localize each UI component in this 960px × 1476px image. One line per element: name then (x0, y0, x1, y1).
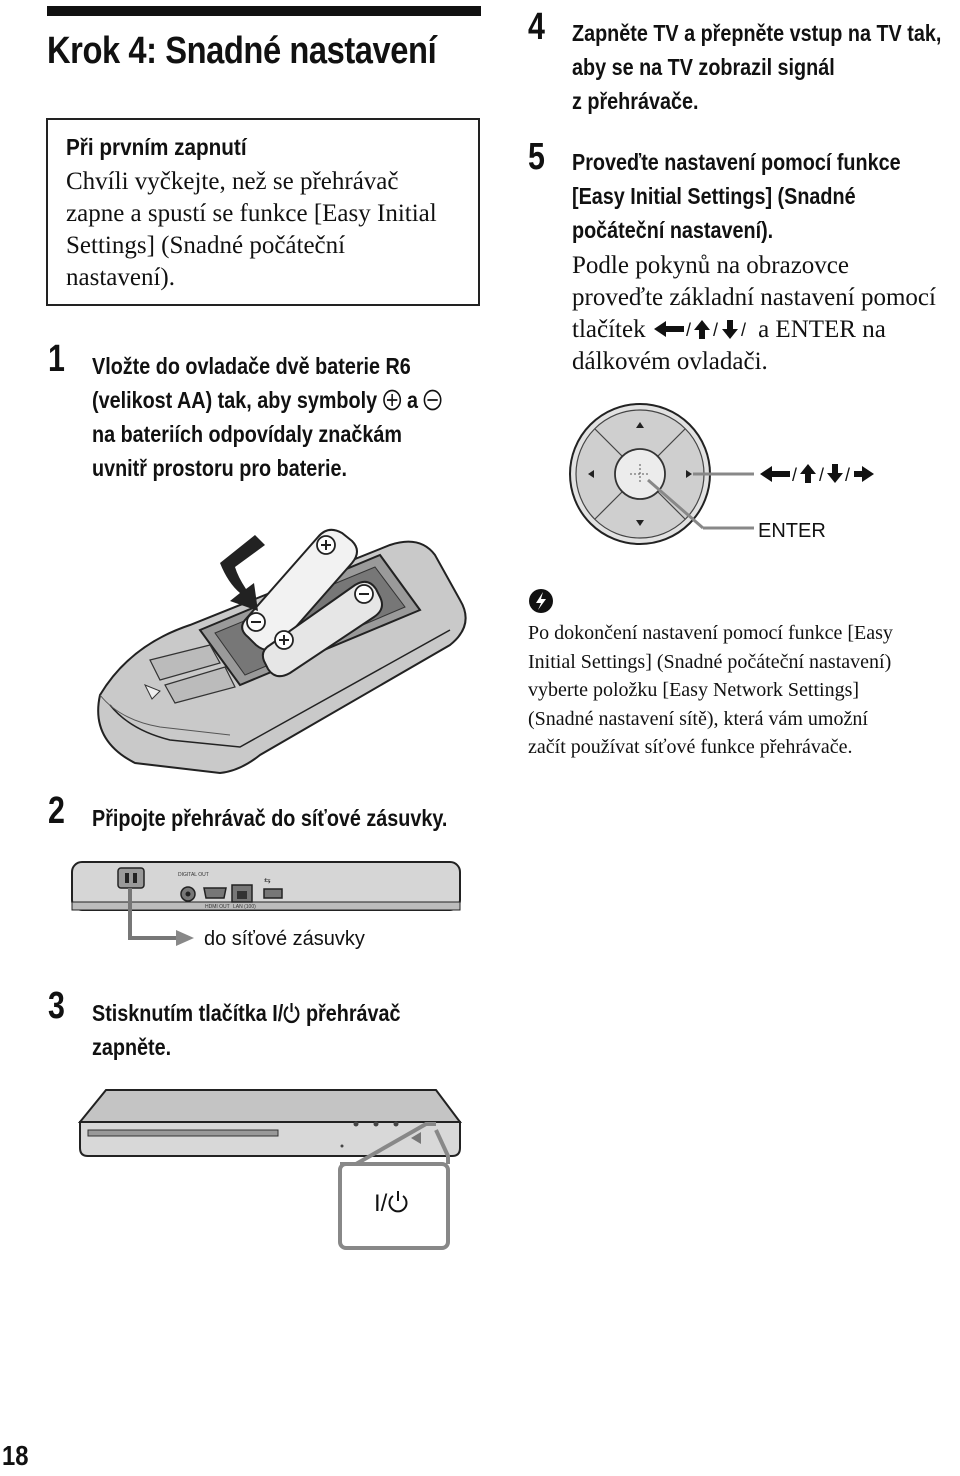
hint-line: Po dokončení nastavení pomocí funkce [Easy (528, 622, 893, 644)
step-5-number: 5 (528, 136, 545, 178)
svg-text:/: / (792, 465, 798, 485)
first-time-heading: Při prvním zapnutí (66, 134, 247, 160)
player-front-illustration (76, 1080, 466, 1250)
svg-text:/: / (685, 320, 691, 340)
svg-text:/: / (712, 320, 718, 340)
minus-symbol-icon (423, 389, 442, 411)
svg-text:⇆: ⇆ (264, 876, 271, 885)
remote-battery-illustration (90, 515, 480, 777)
step-5-body-part: tlačítek (572, 316, 646, 343)
hint-icon (528, 588, 554, 614)
first-time-line: Settings] (Snadné počáteční (66, 232, 346, 259)
step-3-number: 3 (48, 985, 65, 1027)
hint-line: vyberte položku [Easy Network Settings] (528, 679, 860, 701)
svg-text:/: / (740, 320, 746, 340)
step-5-body (572, 250, 960, 378)
step-4-text (572, 16, 941, 118)
step-5-body-line (572, 314, 960, 346)
first-time-line: zapne a spustí se funkce [Easy Initial (66, 200, 437, 227)
step-3-line (92, 996, 401, 1030)
step-5-body-line: dálkovém ovladači. (572, 348, 768, 375)
svg-text:/: / (819, 465, 825, 485)
step-1-line: uvnitř prostoru pro baterie. (92, 455, 347, 481)
page-number: 18 (2, 1440, 29, 1471)
power-button-callout (374, 1190, 409, 1218)
step-3-line-part: přehrávač (305, 1000, 401, 1026)
step-4-number: 4 (528, 6, 545, 48)
step-5-body-part: a ENTER na (758, 316, 886, 343)
step-2-number: 2 (48, 790, 65, 832)
lan-label: LAN (100) (233, 904, 256, 910)
first-time-line: Chvíli vyčkejte, než se přehrávač (66, 168, 399, 195)
callout-power-text: I/ (374, 1190, 388, 1217)
step-5-line: počáteční nastavení). (572, 217, 774, 243)
step-1-text (92, 349, 442, 485)
step-4-line: aby se na TV zobrazil signál (572, 54, 835, 80)
step-5-body-line: proveďte základní nastavení pomocí (572, 284, 936, 311)
step-4-line: z přehrávače. (572, 88, 699, 114)
outlet-label: do síťové zásuvky (204, 928, 365, 950)
direction-pad-illustration (568, 400, 878, 550)
page-title: Krok 4: Snadné nastavení (47, 30, 437, 72)
step-5-body-line: Podle pokynů na obrazovce (572, 252, 850, 279)
step-1-number: 1 (48, 338, 65, 380)
step-1-line: na bateriích odpovídaly značkám (92, 421, 402, 447)
step-3-line-part: Stisknutím tlačítka (92, 1000, 267, 1026)
power-symbol-text: I/ (272, 1000, 284, 1026)
header-bar (47, 6, 481, 16)
step-5-line: Proveďte nastavení pomocí funkce (572, 149, 901, 175)
hint-line: Initial Settings] (Snadné počáteční nastavení) (528, 650, 892, 673)
step-1-line-part: (velikost AA) tak, aby symboly (92, 387, 378, 413)
first-time-line: nastavení). (66, 264, 175, 291)
plus-symbol-icon (383, 389, 402, 411)
step-4-line: Zapněte TV a přepněte vstup na TV tak, (572, 20, 942, 46)
hdmi-out-label: HDMI OUT (205, 904, 230, 910)
power-icon (387, 1190, 409, 1214)
step-1-line (92, 383, 442, 417)
step-1-line: Vložte do ovladače dvě baterie R6 (92, 353, 411, 379)
power-icon (283, 1002, 300, 1024)
step-3-line: zapněte. (92, 1034, 172, 1060)
step-5-line: [Easy Initial Settings] (Snadné (572, 183, 856, 209)
step-2-text: Připojte přehrávač do síťové zásuvky. (92, 805, 448, 831)
hint-text (528, 619, 960, 762)
step-1-line-part: a (406, 387, 418, 413)
first-time-body (66, 166, 476, 294)
hint-line: začít používat síťové funkce přehrávače. (528, 736, 853, 758)
step-5-bold (572, 145, 901, 247)
step-3-text (92, 996, 401, 1064)
enter-label: ENTER (758, 520, 826, 542)
digital-out-label: DIGITAL OUT (178, 872, 209, 878)
hint-line: (Snadné nastavení sítě), která vám umožní (528, 707, 868, 730)
arrow-buttons-icon (652, 318, 752, 340)
svg-text:/: / (845, 465, 851, 485)
